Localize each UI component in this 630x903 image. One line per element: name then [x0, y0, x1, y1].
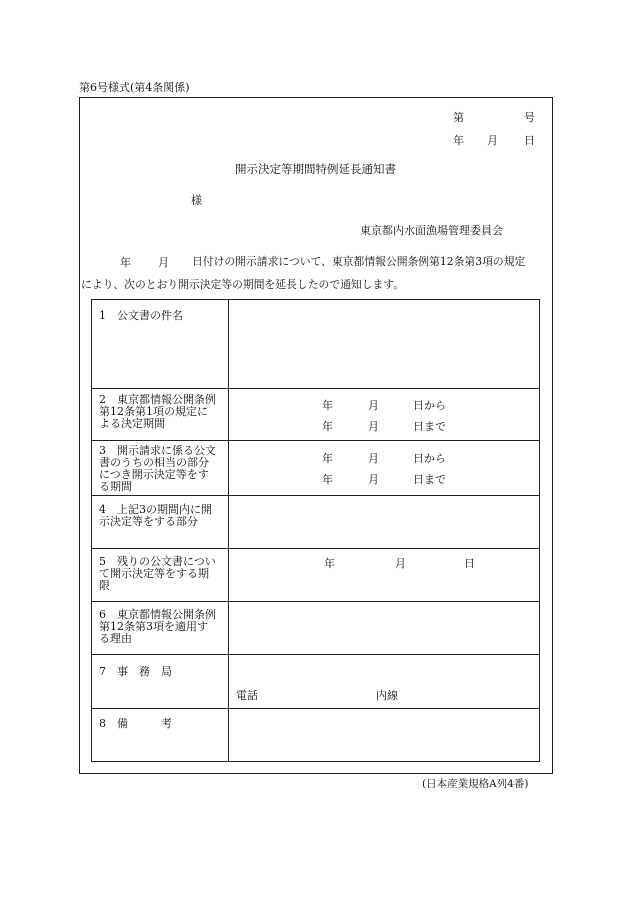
form-number: 第6号様式(第4条関係)	[79, 81, 190, 94]
row-6-label: 6 東京都情報公開条例 第12条第3項を適用す る理由	[99, 608, 216, 645]
row-2-from-day: 日から	[413, 399, 446, 412]
row-3-to-year: 年	[322, 473, 333, 486]
row-4-label: 4 上記3の期間内に開 示決定等をする部分	[99, 503, 212, 528]
row-3-from-month: 月	[368, 452, 379, 465]
row-3-from-year: 年	[322, 452, 333, 465]
row-3-to-month: 月	[368, 473, 379, 486]
row-divider	[92, 708, 539, 709]
header-number-suffix: 号	[524, 111, 535, 124]
header-year: 年	[453, 134, 464, 147]
row-divider	[92, 654, 539, 655]
row-2-to-month: 月	[368, 420, 379, 433]
row-2-to-day: 日まで	[413, 420, 446, 433]
row-divider	[92, 548, 539, 549]
row-2-from-month: 月	[368, 399, 379, 412]
row-5-day: 日	[464, 557, 475, 570]
sender-name: 東京都内水面漁場管理委員会	[360, 224, 503, 237]
body-line1: 日付けの開示請求について、東京都情報公開条例第12条第3項の規定	[192, 255, 526, 268]
document-title: 開示決定等期間特例延長通知書	[235, 162, 396, 176]
footer-paper-size: (日本産業規格A列4番)	[422, 778, 529, 790]
row-divider	[92, 440, 539, 441]
row-2-label: 2 東京都情報公開条例 第12条第1項の規定に よる決定期間	[99, 393, 216, 430]
row-3-to-day: 日まで	[413, 473, 446, 486]
body-line2: により、次のとおり開示決定等の期間を延長したので通知します。	[81, 278, 405, 291]
header-month: 月	[487, 134, 498, 147]
body-month: 月	[158, 256, 169, 269]
row-2-to-year: 年	[322, 420, 333, 433]
row-3-from-day: 日から	[413, 452, 446, 465]
row-1-label: 1 公文書の件名	[99, 309, 183, 322]
body-year: 年	[120, 256, 131, 269]
header-day: 日	[524, 134, 535, 147]
row-5-year: 年	[324, 557, 335, 570]
row-2-from-year: 年	[322, 399, 333, 412]
detail-table	[91, 299, 540, 762]
addressee-suffix: 様	[191, 194, 202, 207]
row-7-label: 7 事 務 局	[99, 665, 172, 678]
column-divider	[228, 300, 229, 761]
row-7-extension-label: 内線	[376, 689, 398, 702]
row-5-month: 月	[395, 557, 406, 570]
header-number-label: 第	[453, 111, 464, 124]
row-divider	[92, 388, 539, 389]
row-7-phone-label: 電話	[236, 689, 258, 702]
row-8-label: 8 備 考	[99, 717, 172, 730]
row-divider	[92, 495, 539, 496]
row-divider	[92, 601, 539, 602]
row-3-label: 3 開示請求に係る公文 書のうちの相当の部分 につき開示決定等をす る期間	[99, 444, 216, 493]
row-5-label: 5 残りの公文書につい て開示決定等をする期 限	[99, 555, 216, 592]
